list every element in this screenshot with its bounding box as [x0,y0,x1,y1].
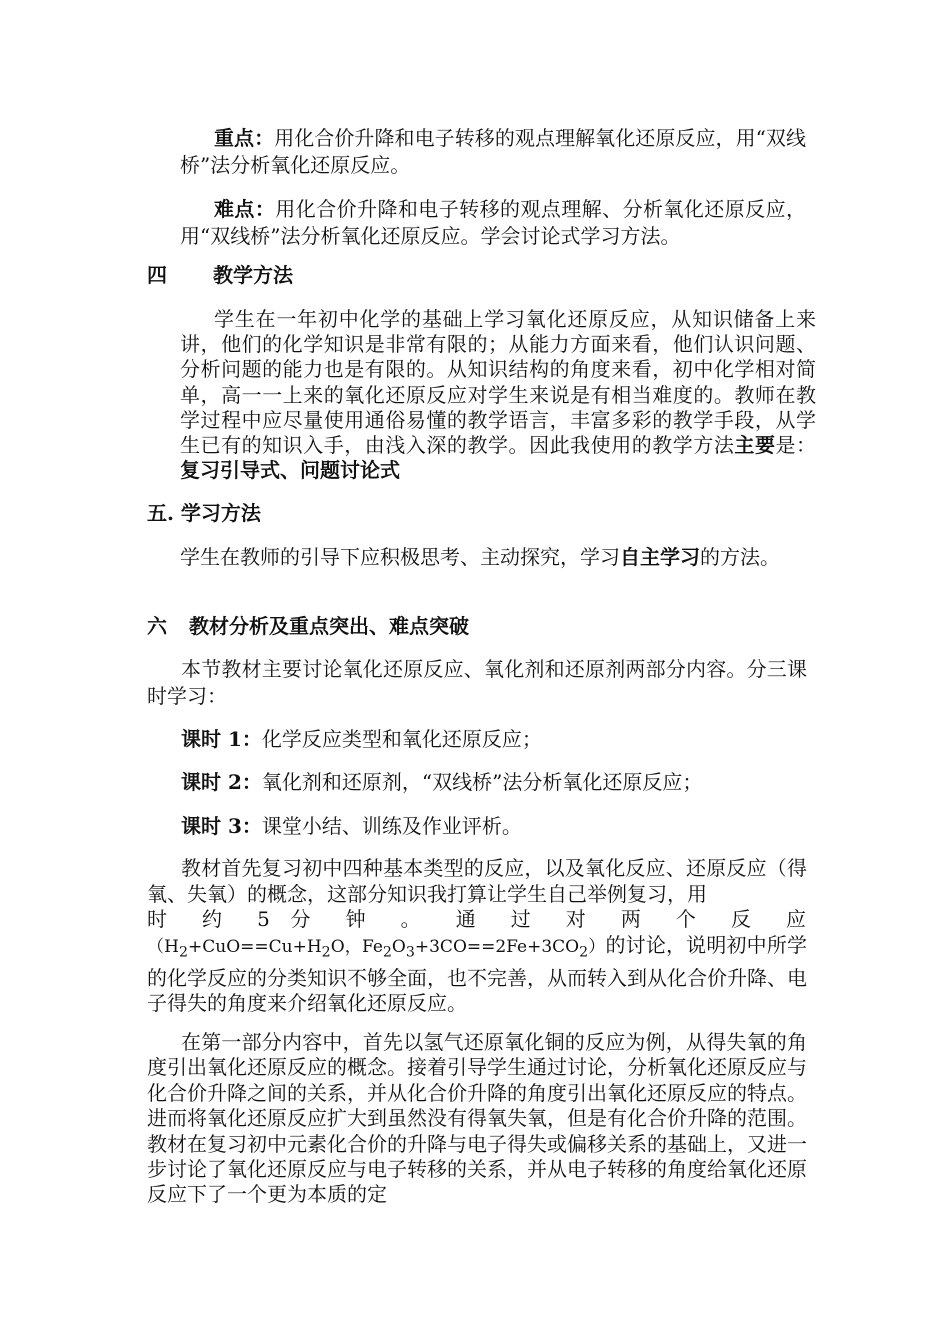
key-point-label: 重点 [214,126,255,150]
difficult-point-colon: ： [254,197,276,221]
section6-para1-a [147,856,807,907]
para1-c-text: 的讨论，说明初中所学的化学反应的分类知识不够全面，也不完善，从而转入到从化合价升降、电子得失的角度来介绍氧化还原反应。 [147,933,808,1016]
difficult-point-paragraph [180,196,806,250]
lesson-2-label: 课时 2 [181,770,242,794]
lesson-1-text: 化学反应类型和氧化还原反应； [261,727,542,751]
section4-body-text: 学生在一年初中化学的基础上学习氧化还原反应，从知识储备上来讲，他们的化学知识是非常有限的；从能力方面来看，他们认识问题、分析问题的能力也是有限的。从知识结构的角度来看，初中化学相对简单，高一一上来的氧化还原反应对学生来说是有相当难度的。教师在教学过程中应尽量使用通俗易懂的教学语言，丰富多彩的教学手段，从学生已有的知识入手，由浅入深的教学。因此我使用的教学方法 [180,307,816,458]
lesson-3 [181,814,522,839]
difficult-point-text: 用化合价升降和电子转移的观点理解、分析氧化还原反应，用“双线桥”法分析氧化还原反应。学会讨论式学习方法。 [180,197,807,248]
lesson-3-label: 课时 3 [181,814,242,838]
lesson-1-label: 课时 1 [181,727,242,751]
section6-para1-c [147,933,807,1017]
section5-title: 五. 学习方法 [147,501,261,525]
lesson-3-text: 课堂小结、训练及作业评析。 [261,814,522,838]
difficult-point-label: 难点 [214,197,255,221]
section4-heading [147,263,293,288]
lesson-2-colon: ： [241,770,262,794]
lesson-3-colon: ： [241,814,262,838]
section4-bold-prefix: 主要 [734,433,776,458]
para2-text: 在第一部分内容中，首先以氢气还原氧化铜的反应为例，从得失氧的角度引出氧化还原反应的概念。接着引导学生通过讨论，分析氧化还原反应与化合价升降之间的关系，并从化合价升降的角度引出氧化还原反应的特点。进而将氧化还原反应扩大到虽然没有得氧失氧，但是有化合价升降的范围。教材在复习初中元素化合价的升降与电子得失或偏移关系的基础上，又进一步讨论了氧化还原反应与电子转移的关系，并从电子转移的角度给氧化还原反应下了一个更为本质的定 [147,1030,807,1207]
section5-heading [147,501,261,526]
section6-title: 教材分析及重点突出、难点突破 [189,614,469,638]
equation-2: $Fe_2O_3+3CO==2Fe+3CO_2$） [361,937,606,961]
lesson-1-colon: ： [241,727,262,751]
key-point-paragraph [180,125,806,179]
lesson-1 [181,727,542,752]
section4-methods: 复习引导式、问题讨论式 [180,458,400,483]
section4-number: 四 [147,263,167,287]
section5-body [147,544,807,571]
section5-text-before: 学生在教师的引导下应积极思考、主动探究，学习 [180,545,620,569]
section6-intro [147,656,807,710]
section5-text-after: 的方法。 [700,545,780,569]
section5-bold: 自主学习 [620,545,700,569]
section6-number: 六 [147,614,167,638]
section4-title: 教学方法 [213,263,293,287]
lesson-2-text: 氧化剂和还原剂，“双线桥”法分析氧化还原反应； [261,770,703,794]
key-point-text: 用化合价升降和电子转移的观点理解氧化还原反应，用“双线桥”法分析氧化还原反应。 [180,126,806,177]
section4-body [180,307,816,483]
section4-mid: 是： [775,433,817,458]
section6-intro-text: 本节教材主要讨论氧化还原反应、氧化剂和还原剂两部分内容。分三课时学习： [147,657,807,708]
section6-heading [147,614,469,639]
para1-a-text: 教材首先复习初中四种基本类型的反应，以及氧化反应、还原反应（得氧、失氧）的概念，这部分知识我打算让学生自己举例复习，用 [147,856,807,906]
equation-1: （$H_2+CuO==Cu+H_2O$， [147,937,362,961]
para1-b-text: 时 约 5 分 钟 。 通 过 对 两 个 反 应 [147,907,806,931]
section6-para1-b [147,907,806,932]
key-point-colon: ： [254,126,275,150]
section6-para2 [147,1030,807,1208]
lesson-2 [181,770,702,795]
